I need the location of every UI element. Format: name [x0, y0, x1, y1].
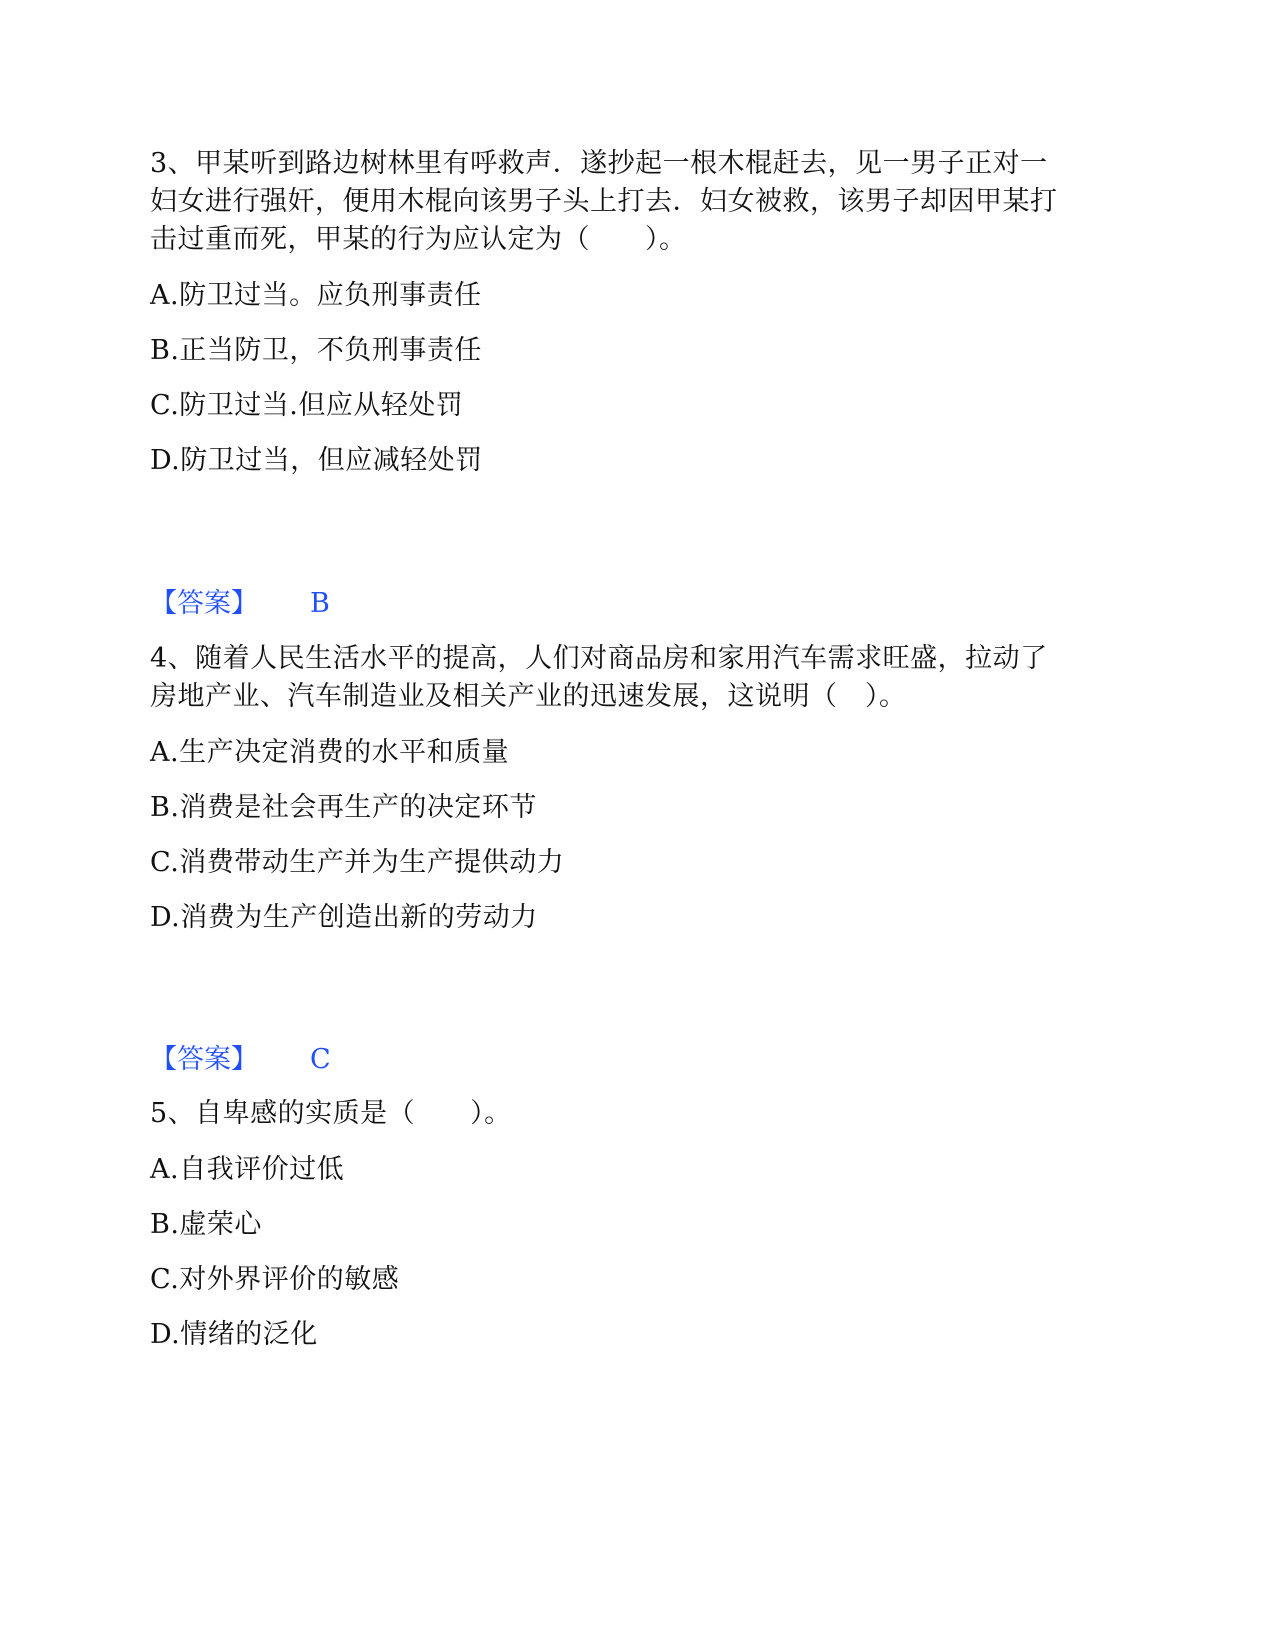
question-3-stem-line-2: 妇女进行强奸，便用木棍向该男子头上打去．妇女被救，该男子却因甲某打	[150, 186, 1058, 217]
question-3-option-c: C.防卫过当.但应从轻处罚	[150, 390, 464, 421]
answer-tag: 【答案】	[150, 588, 258, 619]
question-3-option-d: D.防卫过当，但应减轻处罚	[150, 445, 483, 476]
question-3-answer	[150, 584, 330, 624]
question-4-option-a: A.生产决定消费的水平和质量	[150, 737, 510, 768]
question-3-option-a: A.防卫过当。应负刑事责任	[150, 280, 482, 311]
question-3-stem-line-1: 3、甲某听到路边树林里有呼救声．遂抄起一根木棍赶去，见一男子正对一	[150, 148, 1048, 179]
answer-value: C	[310, 1044, 331, 1075]
question-5-option-c: C.对外界评价的敏感	[150, 1264, 400, 1295]
question-5-option-d: D.情绪的泛化	[150, 1319, 318, 1350]
question-3-stem-line-3: 击过重而死，甲某的行为应认定为（ ）。	[150, 224, 687, 255]
answer-value: B	[310, 588, 330, 619]
question-4-option-b: B.消费是社会再生产的决定环节	[150, 792, 537, 823]
question-4-answer	[150, 1040, 331, 1080]
question-5-option-a: A.自我评价过低	[150, 1154, 345, 1185]
question-5-stem-line-1: 5、自卑感的实质是（ ）。	[150, 1098, 512, 1129]
answer-tag: 【答案】	[150, 1044, 258, 1075]
question-4-option-c: C.消费带动生产并为生产提供动力	[150, 847, 565, 878]
question-5-option-b: B.虚荣心	[150, 1209, 262, 1240]
question-3-option-b: B.正当防卫，不负刑事责任	[150, 335, 482, 366]
question-4-stem-line-1: 4、随着人民生活水平的提高，人们对商品房和家用汽车需求旺盛，拉动了	[150, 643, 1048, 674]
question-4-stem-line-2: 房地产业、汽车制造业及相关产业的迅速发展，这说明（ ）。	[150, 681, 907, 712]
question-4-option-d: D.消费为生产创造出新的劳动力	[150, 902, 538, 933]
